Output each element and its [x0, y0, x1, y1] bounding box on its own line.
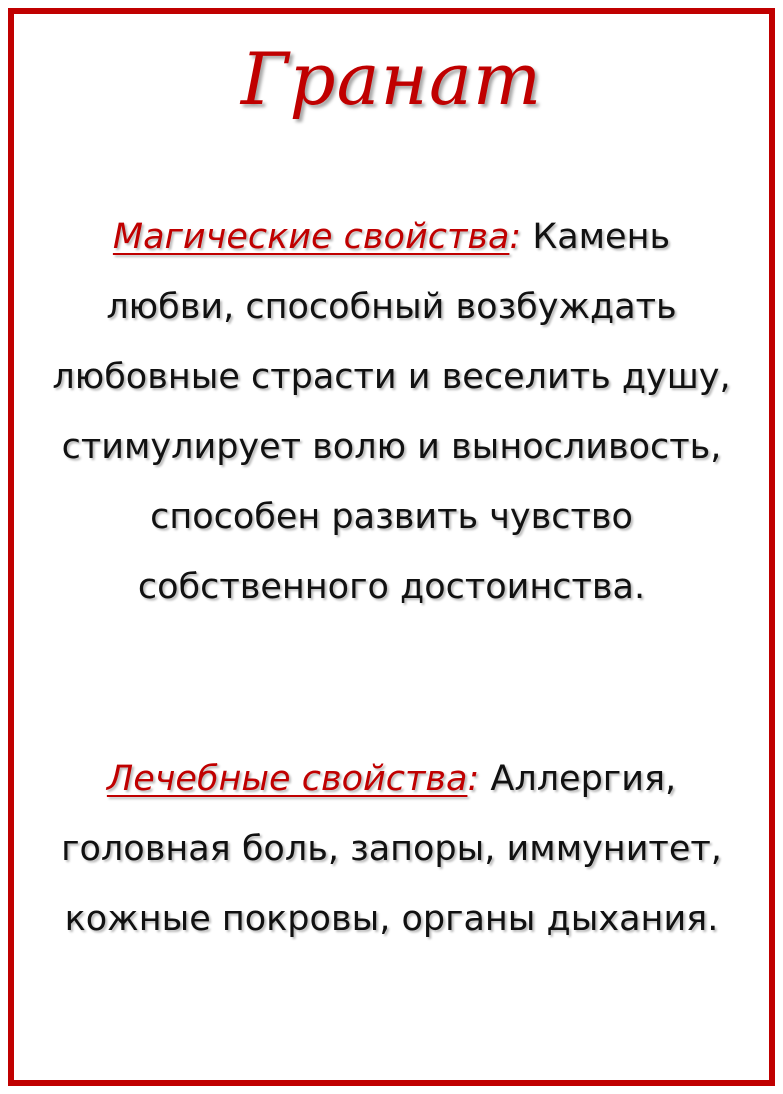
- healing-properties-label: Лечебные свойства: [106, 759, 468, 799]
- healing-properties-text: Аллергия, головная боль, запоры, иммунитет, кожные покровы, органы дыхания.: [61, 759, 722, 939]
- magic-properties-text: Камень любви, способный возбуждать любовные страсти и веселить душу, стимулирует волю и выносливость, способен развить чувство собственного достоинства.: [52, 217, 731, 607]
- magic-properties-colon: :: [509, 217, 522, 257]
- magic-properties-section: [44, 202, 739, 622]
- magic-properties-label: Магические свойства: [112, 217, 510, 257]
- healing-properties-section: [44, 744, 739, 954]
- card-frame: [8, 8, 775, 1086]
- healing-properties-colon: :: [467, 759, 480, 799]
- page-title: Гранат: [240, 37, 543, 121]
